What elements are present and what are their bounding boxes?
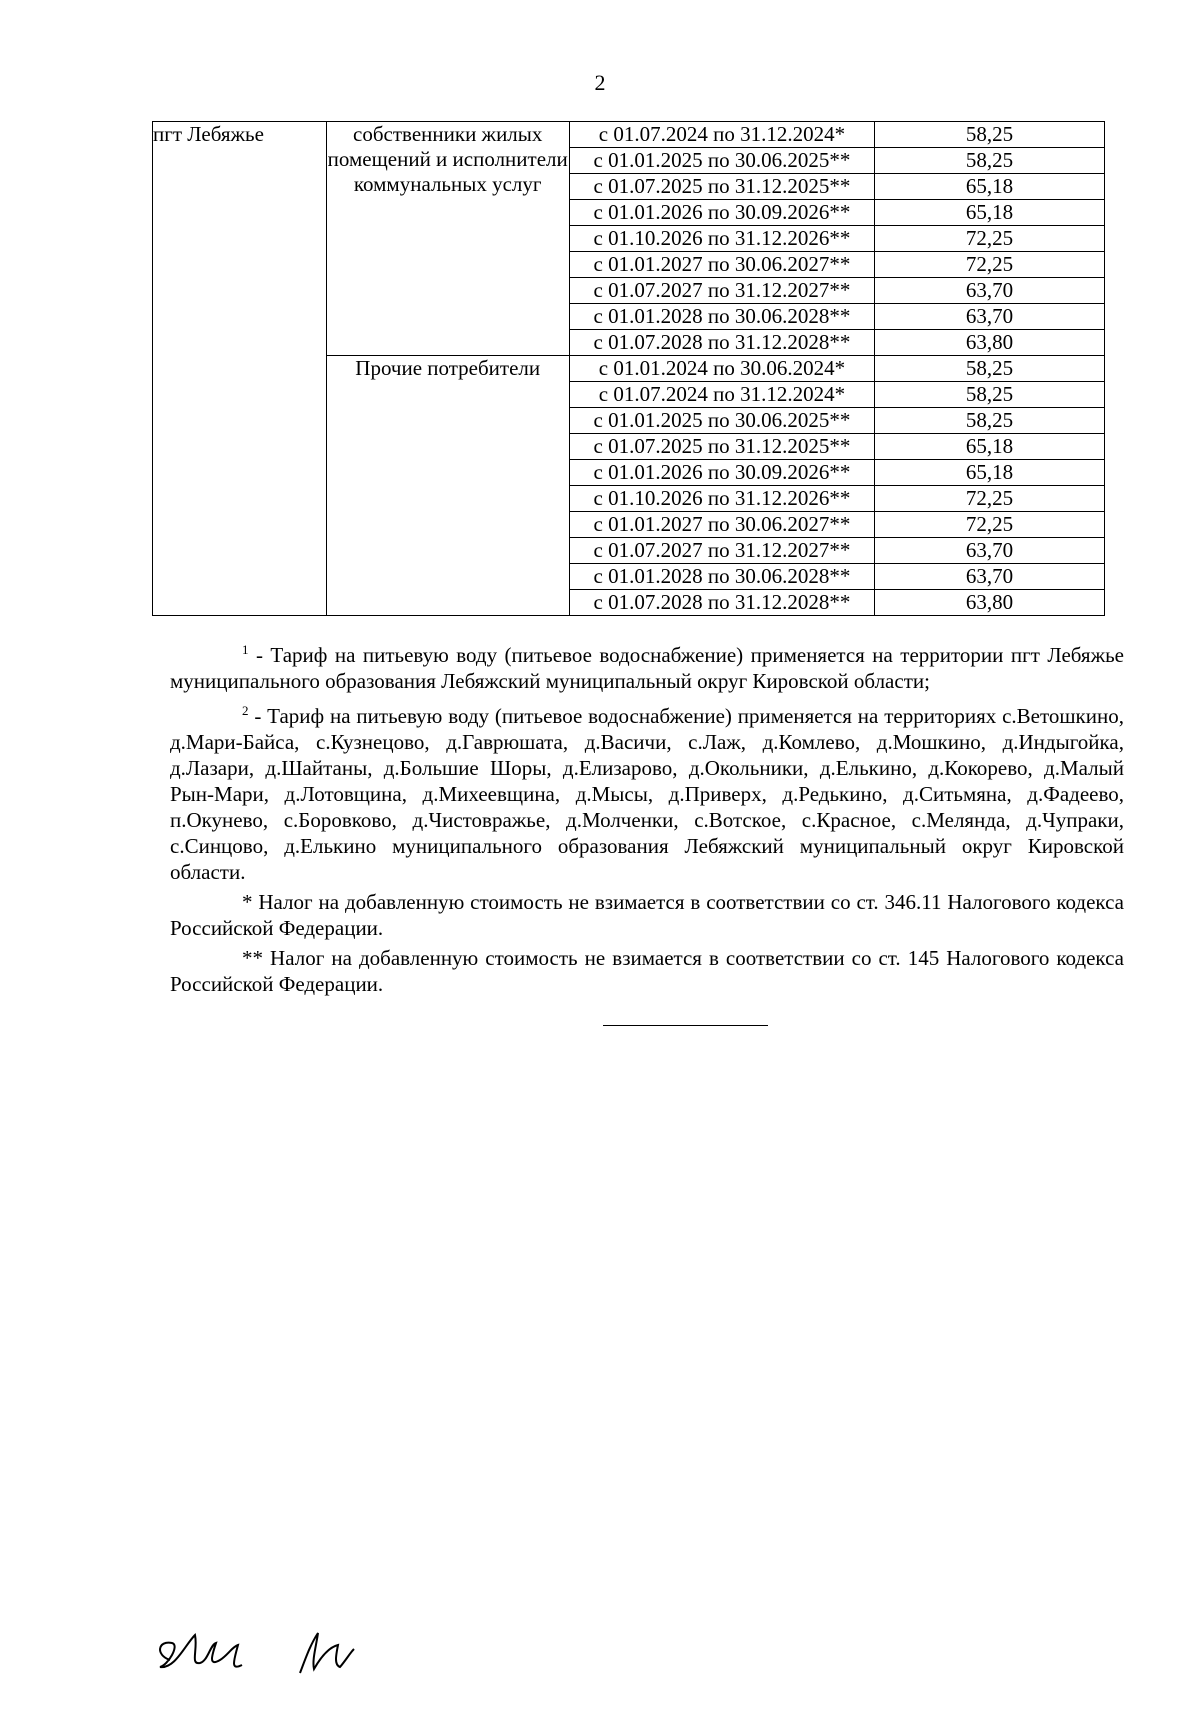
period-cell: с 01.01.2025 по 30.06.2025**: [569, 408, 874, 434]
tariff-value-cell: 72,25: [874, 486, 1104, 512]
period-cell: с 01.10.2026 по 31.12.2026**: [569, 486, 874, 512]
period-cell: с 01.01.2025 по 30.06.2025**: [569, 148, 874, 174]
footnote-double-star-text: ** Налог на добавленную стоимость не взимается в соответствии со ст. 145 Налогового кодекса Российской Федерации.: [170, 946, 1124, 996]
tariff-value-cell: 58,25: [874, 122, 1104, 148]
consumer-group-cell: Прочие потребители: [326, 356, 569, 616]
page-number: 2: [594, 70, 606, 95]
period-cell: с 01.01.2028 по 30.06.2028**: [569, 304, 874, 330]
footnote-1-text: - Тариф на питьевую воду (питьевое водоснабжение) применяется на территории пгт Лебяжье муниципального образования Лебяжский муниципальный округ Кировской области;: [170, 643, 1124, 693]
tariff-value-cell: 65,18: [874, 200, 1104, 226]
tariff-value-cell: 58,25: [874, 148, 1104, 174]
signature-2: [300, 1633, 354, 1673]
tariff-table: [152, 121, 1105, 616]
period-cell: с 01.01.2028 по 30.06.2028**: [569, 564, 874, 590]
footnote-2: [170, 698, 1124, 885]
period-cell: с 01.10.2026 по 31.12.2026**: [569, 226, 874, 252]
place-cell: пгт Лебяжье: [153, 122, 327, 616]
tariff-value-cell: 63,70: [874, 564, 1104, 590]
tariff-value-cell: 58,25: [874, 356, 1104, 382]
tariff-value-cell: 63,70: [874, 278, 1104, 304]
period-cell: с 01.07.2027 по 31.12.2027**: [569, 278, 874, 304]
period-cell: с 01.01.2024 по 30.06.2024*: [569, 356, 874, 382]
footnotes: [170, 637, 1124, 1001]
signature-1: [160, 1635, 242, 1667]
period-cell: с 01.07.2025 по 31.12.2025**: [569, 174, 874, 200]
footnote-double-star: [170, 945, 1124, 997]
period-cell: с 01.07.2024 по 31.12.2024*: [569, 382, 874, 408]
tariff-value-cell: 72,25: [874, 226, 1104, 252]
tariff-value-cell: 63,70: [874, 304, 1104, 330]
footnote-star-text: * Налог на добавленную стоимость не взимается в соответствии со ст. 346.11 Налогового кодекса Российской Федерации.: [170, 890, 1124, 940]
period-cell: с 01.01.2026 по 30.09.2026**: [569, 460, 874, 486]
tariff-value-cell: 63,70: [874, 538, 1104, 564]
tariff-value-cell: 72,25: [874, 512, 1104, 538]
period-cell: с 01.07.2028 по 31.12.2028**: [569, 330, 874, 356]
tariff-value-cell: 58,25: [874, 382, 1104, 408]
footnote-2-text: - Тариф на питьевую воду (питьевое водоснабжение) применяется на территориях с.Ветошкино, д.Мари-Байса, с.Кузнецово, д.Гаврюшата, д.Васичи, с.Лаж, д.Комлево, д.Мошкино, д.Индыгойка, д.Лазари, д.Шайтаны, д.Большие Шоры, д.Елизарово, д.Окольники, д.Елькино, д.Кокорево, д.Малый Рын-Мари, д.Лотовщина, д.Михеевщина, д.Мысы, д.Приверх, д.Редькино, д.Ситьмяна, д.Фадеево, п.Окунево, с.Боровково, д.Чистовражье, д.Молченки, с.Вотское, с.Красное, с.Мелянда, д.Чупраки, с.Синцово, д.Елькино муниципального образования Лебяжский муниципальный округ Кировской области.: [170, 704, 1124, 884]
period-cell: с 01.07.2028 по 31.12.2028**: [569, 590, 874, 616]
tariff-value-cell: 72,25: [874, 252, 1104, 278]
tariff-value-cell: 63,80: [874, 330, 1104, 356]
period-cell: с 01.01.2027 по 30.06.2027**: [569, 512, 874, 538]
tariff-value-cell: 58,25: [874, 408, 1104, 434]
period-cell: с 01.07.2027 по 31.12.2027**: [569, 538, 874, 564]
period-cell: с 01.01.2026 по 30.09.2026**: [569, 200, 874, 226]
footnote-1: [170, 637, 1124, 694]
signature-image: [150, 1605, 410, 1685]
tariff-value-cell: 65,18: [874, 174, 1104, 200]
footnote-star: [170, 889, 1124, 941]
end-separator-line: [603, 1025, 768, 1026]
tariff-value-cell: 65,18: [874, 460, 1104, 486]
footnote-2-marker: 2: [242, 703, 249, 718]
period-cell: с 01.01.2027 по 30.06.2027**: [569, 252, 874, 278]
footnote-1-marker: 1: [242, 642, 249, 657]
tariff-value-cell: 65,18: [874, 434, 1104, 460]
consumer-group-cell: собственники жилых помещений и исполнители коммунальных услуг: [326, 122, 569, 356]
period-cell: с 01.07.2024 по 31.12.2024*: [569, 122, 874, 148]
table-row: [153, 122, 1105, 148]
tariff-value-cell: 63,80: [874, 590, 1104, 616]
period-cell: с 01.07.2025 по 31.12.2025**: [569, 434, 874, 460]
